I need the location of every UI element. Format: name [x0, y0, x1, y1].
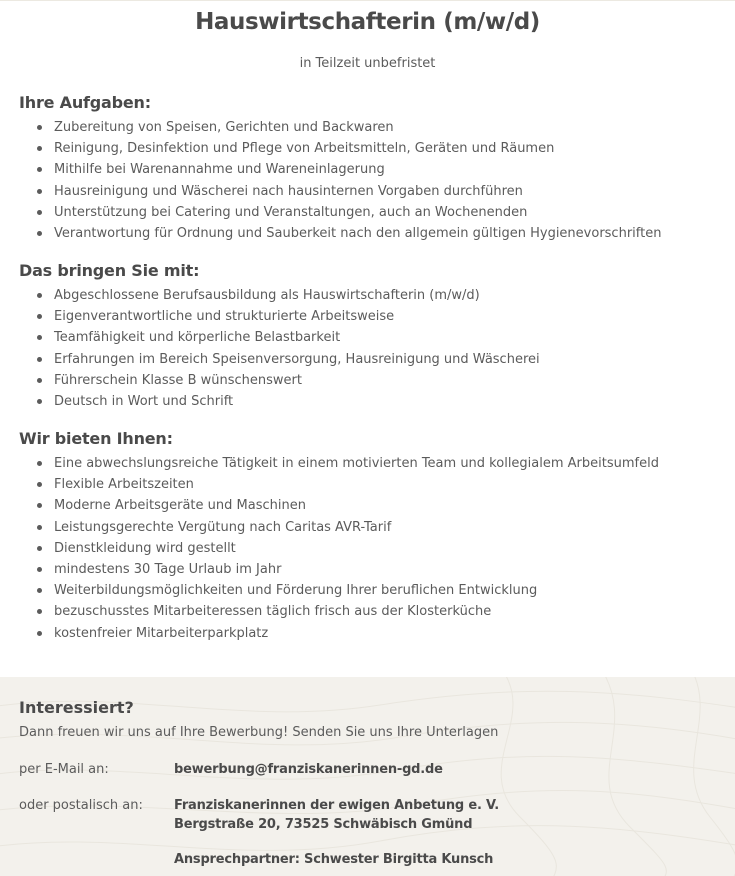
list-item-text: Unterstützung bei Catering und Veranstaltungen, auch an Wochenenden [54, 204, 528, 220]
list-item [19, 623, 719, 644]
list-item [19, 181, 719, 202]
bullet-icon [37, 125, 42, 130]
section-heading-tasks: Ihre Aufgaben: [19, 93, 151, 112]
list-item-text: Moderne Arbeitsgeräte und Maschinen [54, 498, 306, 514]
section-heading-benefits: Wir bieten Ihnen: [19, 429, 173, 448]
bullet-icon [37, 631, 42, 636]
top-divider [0, 0, 735, 1]
list-item [19, 138, 719, 159]
list-item-text: Führerschein Klasse B wünschenswert [54, 372, 302, 388]
list-item [19, 559, 719, 580]
bullet-icon [37, 482, 42, 487]
bullet-icon [37, 146, 42, 151]
bullet-icon [37, 378, 42, 383]
contact-person: Ansprechpartner: Schwester Birgitta Kunsch [174, 852, 494, 867]
contact-heading: Interessiert? [19, 698, 134, 717]
postal-address: Bergstraße 20, 73525 Schwäbisch Gmünd [174, 817, 473, 832]
list-item-text: Mithilfe bei Warenannahme und Wareneinlagerung [54, 162, 385, 178]
organization-name: Franziskanerinnen der ewigen Anbetung e. V. [174, 798, 499, 813]
list-item [19, 517, 719, 538]
bullet-icon [37, 231, 42, 236]
bullet-icon [37, 546, 42, 551]
section-tasks [19, 92, 719, 244]
list-item-text: Verantwortung für Ordnung und Sauberkeit nach den allgemein gültigen Hygienevorschriften [54, 226, 662, 242]
list-item [19, 117, 719, 138]
email-label: per E-Mail an: [19, 762, 109, 777]
bullet-icon [37, 357, 42, 362]
list-item-text: Deutsch in Wort und Schrift [54, 394, 234, 410]
list-item-text: Leistungsgerechte Vergütung nach Caritas AVR-Tarif [54, 519, 392, 535]
tasks-list [19, 117, 719, 244]
list-item-text: Hausreinigung und Wäscherei nach hausinternen Vorgaben durchführen [54, 183, 523, 199]
bullet-icon [37, 335, 42, 340]
bullet-icon [37, 588, 42, 593]
bullet-icon [37, 567, 42, 572]
list-item [19, 601, 719, 622]
section-requirements [19, 260, 719, 412]
bullet-icon [37, 293, 42, 298]
list-item [19, 306, 719, 327]
list-item [19, 580, 719, 601]
bullet-icon [37, 210, 42, 215]
section-benefits [19, 428, 719, 644]
list-item-text: kostenfreier Mitarbeiterparkplatz [54, 625, 269, 641]
list-item [19, 538, 719, 559]
list-item [19, 159, 719, 180]
list-item-text: bezuschusstes Mitarbeiteressen täglich frisch aus der Klosterküche [54, 604, 492, 620]
contact-intro: Dann freuen wir uns auf Ihre Bewerbung! Senden Sie uns Ihre Unterlagen [19, 725, 499, 740]
list-item [19, 391, 719, 412]
job-subtitle: in Teilzeit unbefristet [299, 56, 436, 71]
list-item-text: Eine abwechslungsreiche Tätigkeit in einem motivierten Team und kollegialem Arbeitsumfeld [54, 456, 659, 471]
list-item-text: Flexible Arbeitszeiten [54, 477, 194, 493]
list-item-text: Abgeschlossene Berufsausbildung als Hauswirtschafterin (m/w/d) [54, 288, 480, 303]
list-item-text: Eigenverantwortliche und strukturierte Arbeitsweise [54, 309, 395, 325]
list-item [19, 349, 719, 370]
list-item [19, 223, 719, 244]
list-item [19, 370, 719, 391]
job-title: Hauswirtschafterin (m/w/d) [195, 9, 540, 35]
list-item-text: Zubereitung von Speisen, Gerichten und Backwaren [54, 120, 394, 135]
contact-panel [0, 677, 735, 876]
list-item-text: Weiterbildungsmöglichkeiten und Förderung Ihrer beruflichen Entwicklung [54, 583, 538, 599]
post-label: oder postalisch an: [19, 798, 143, 813]
bullet-icon [37, 399, 42, 404]
requirements-list [19, 285, 719, 412]
bullet-icon [37, 314, 42, 319]
list-item-text: Erfahrungen im Bereich Speisenversorgung, Hausreinigung und Wäscherei [54, 351, 540, 367]
list-item [19, 202, 719, 223]
list-item-text: Reinigung, Desinfektion und Pflege von Arbeitsmitteln, Geräten und Räumen [54, 141, 555, 157]
bullet-icon [37, 189, 42, 194]
section-heading-requirements: Das bringen Sie mit: [19, 261, 200, 280]
email-link[interactable]: bewerbung@franziskanerinnen-gd.de [174, 762, 443, 777]
bullet-icon [37, 609, 42, 614]
benefits-list [19, 453, 719, 644]
list-item [19, 327, 719, 348]
bullet-icon [37, 461, 42, 466]
bullet-icon [37, 167, 42, 172]
list-item [19, 453, 719, 474]
list-item [19, 285, 719, 306]
list-item-text: mindestens 30 Tage Urlaub im Jahr [54, 562, 282, 578]
list-item-text: Teamfähigkeit und körperliche Belastbarkeit [54, 330, 341, 346]
list-item-text: Dienstkleidung wird gestellt [54, 540, 236, 556]
list-item [19, 474, 719, 495]
bullet-icon [37, 503, 42, 508]
list-item [19, 495, 719, 516]
bullet-icon [37, 525, 42, 530]
